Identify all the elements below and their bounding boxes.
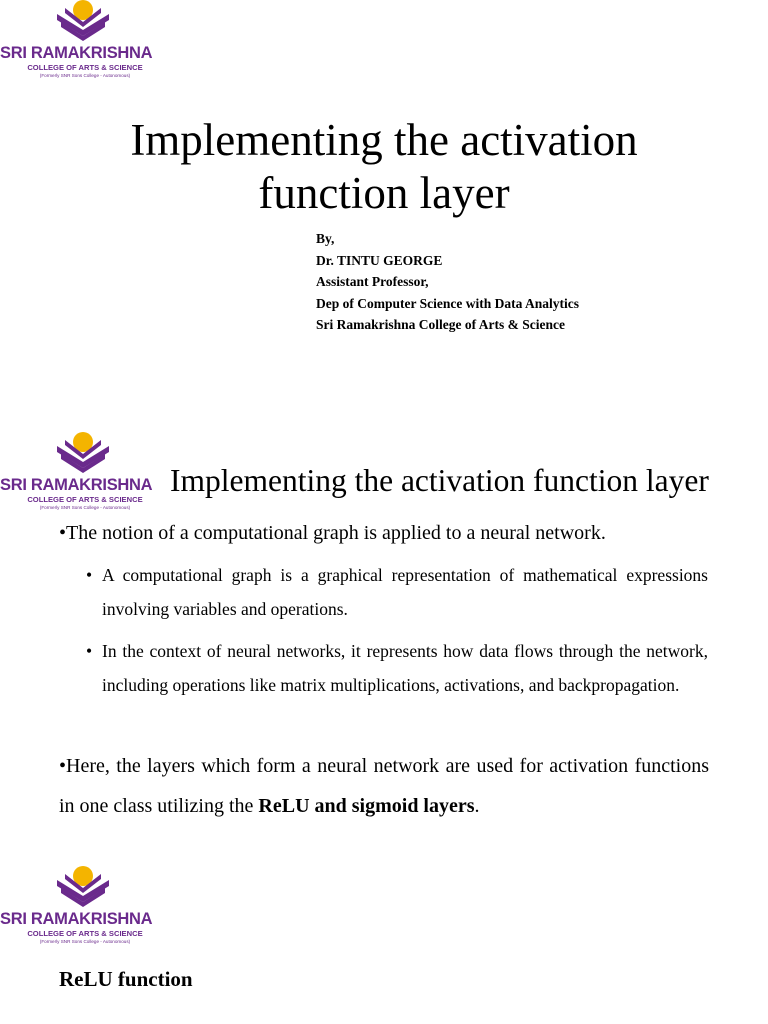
logo-subtitle: COLLEGE OF ARTS & SCIENCE xyxy=(27,929,143,938)
bullet-suffix: . xyxy=(474,795,480,817)
author-name: Dr. TINTU GEORGE xyxy=(316,252,443,268)
slide-heading: Implementing the activation function layer xyxy=(170,463,709,498)
logo-name: SRI RAMAKRISHNA xyxy=(0,476,153,494)
section-heading: ReLU function xyxy=(59,967,193,991)
sub-bullet-item xyxy=(86,558,708,626)
author-line: By, xyxy=(316,231,335,246)
logo-tagline: (Formerly SNR Sons College - Autonomous) xyxy=(39,505,131,510)
logo-subtitle: COLLEGE OF ARTS & SCIENCE xyxy=(27,495,143,504)
logo-name: SRI RAMAKRISHNA xyxy=(0,910,153,928)
author-institution: Sri Ramakrishna College of Arts & Science xyxy=(316,317,565,332)
logo-subtitle: COLLEGE OF ARTS & SCIENCE xyxy=(27,63,143,72)
sub-bullet-text: In the context of neural networks, it represents how data flows through the network, including operations like matrix multiplications, activations, and backpropagation. xyxy=(102,641,708,695)
sub-bullet-text: A computational graph is a graphical representation of mathematical expressions involving variables and operations. xyxy=(102,565,708,619)
slide-relu xyxy=(0,862,768,1024)
logo-tagline: (Formerly SNR Sons College - Autonomous) xyxy=(39,939,131,944)
college-logo xyxy=(0,0,170,82)
bullet-bold-text: ReLU and sigmoid layers xyxy=(258,795,475,817)
slide-content xyxy=(0,430,768,840)
college-logo xyxy=(0,866,170,948)
lotus-sun-icon xyxy=(55,0,111,44)
author-role: Assistant Professor, xyxy=(316,274,429,289)
logo-tagline: (Formerly SNR Sons College - Autonomous) xyxy=(39,73,131,78)
bullet-dot: • xyxy=(86,565,93,585)
slide-title-heading: Implementing the activation function layer xyxy=(130,115,638,218)
bullet-dot: • xyxy=(86,641,93,661)
college-logo xyxy=(0,432,170,514)
author-block xyxy=(316,228,579,336)
lotus-sun-icon xyxy=(55,866,111,910)
slide-title xyxy=(0,0,768,412)
logo-name: SRI RAMAKRISHNA xyxy=(0,44,153,62)
lotus-sun-icon xyxy=(55,432,111,476)
bullet-text: •Here, the layers which form a neural network are used for activation functions in one class utilizing the xyxy=(59,755,709,817)
sub-bullet-item xyxy=(86,634,708,702)
author-department: Dep of Computer Science with Data Analytics xyxy=(316,295,579,311)
bullet-item: •The notion of a computational graph is applied to a neural network. xyxy=(59,522,606,544)
bullet-item xyxy=(59,746,709,826)
